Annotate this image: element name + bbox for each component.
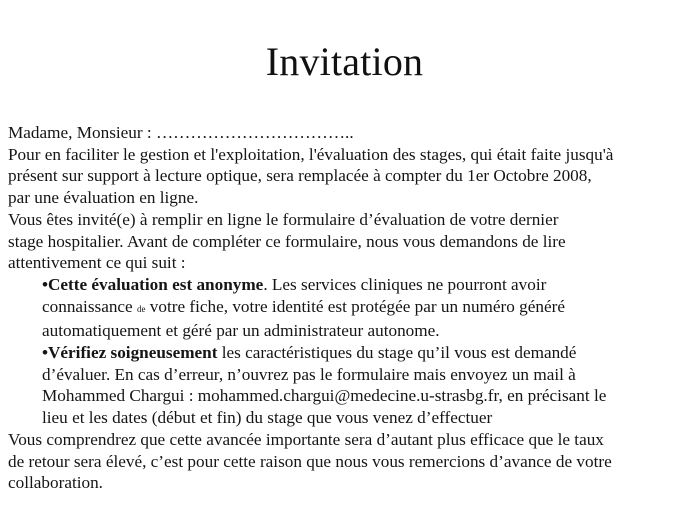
bullet1-rest: . Les services cliniques ne pourront avoir bbox=[263, 274, 547, 294]
paragraph1-line: par une évaluation en ligne. bbox=[8, 188, 199, 208]
bullet2-line: lieu et les dates (début et fin) du stage que vous venez d’effectuer bbox=[42, 408, 493, 428]
bullet2-line: d’évaluer. En cas d’erreur, n’ouvrez pas le formulaire mais envoyez un mail à bbox=[42, 364, 576, 384]
bullet1-bold: •Cette évaluation est anonyme bbox=[42, 274, 264, 294]
paragraph2-line: attentivement ce qui suit : bbox=[8, 253, 186, 273]
paragraph1-line: Pour en faciliter le gestion et l'exploitation, l'évaluation des stages, qui était faite jusqu'à bbox=[8, 144, 614, 164]
greeting-text: Madame, Monsieur : bbox=[8, 123, 156, 142]
bullet1-line bbox=[8, 274, 684, 296]
page-title: Invitation bbox=[265, 39, 424, 84]
bullet1-line: automatiquement et géré par un administrateur autonome. bbox=[42, 321, 440, 341]
bullet2-rest: les caractéristiques du stage qu’il vous est demandé bbox=[217, 343, 577, 363]
greeting-dots: …………………………….. bbox=[155, 123, 354, 142]
bullet1-line2-small: de bbox=[136, 303, 146, 314]
bullet2-line: Mohammed Chargui : mohammed.chargui@medecine.u-strasbg.fr, en précisant le bbox=[42, 386, 607, 406]
closing-line: Vous comprendrez que cette avancée importante sera d’autant plus efficace que le taux bbox=[8, 429, 604, 449]
bullet2-line bbox=[8, 342, 684, 364]
invitation-body bbox=[8, 122, 684, 494]
greeting-line bbox=[8, 122, 684, 144]
closing-line: de retour sera élevé, c’est pour cette raison que nous vous remercions d’avance de votre bbox=[8, 451, 612, 471]
paragraph1-line: présent sur support à lecture optique, sera remplacée à compter du 1er Octobre 2008, bbox=[8, 166, 592, 186]
paragraph2-line: stage hospitalier. Avant de compléter ce formulaire, nous vous demandons de lire bbox=[8, 231, 566, 251]
paragraph2-line: Vous êtes invité(e) à remplir en ligne le formulaire d’évaluation de votre dernier bbox=[8, 209, 559, 229]
bullet1-line2-start: connaissance bbox=[42, 296, 137, 316]
closing-line: collaboration. bbox=[8, 473, 103, 493]
bullet1-line2-end: votre fiche, votre identité est protégée par un numéro généré bbox=[145, 296, 565, 316]
bullet1-line bbox=[8, 296, 684, 321]
bullet2-bold: •Vérifiez soigneusement bbox=[42, 343, 218, 363]
